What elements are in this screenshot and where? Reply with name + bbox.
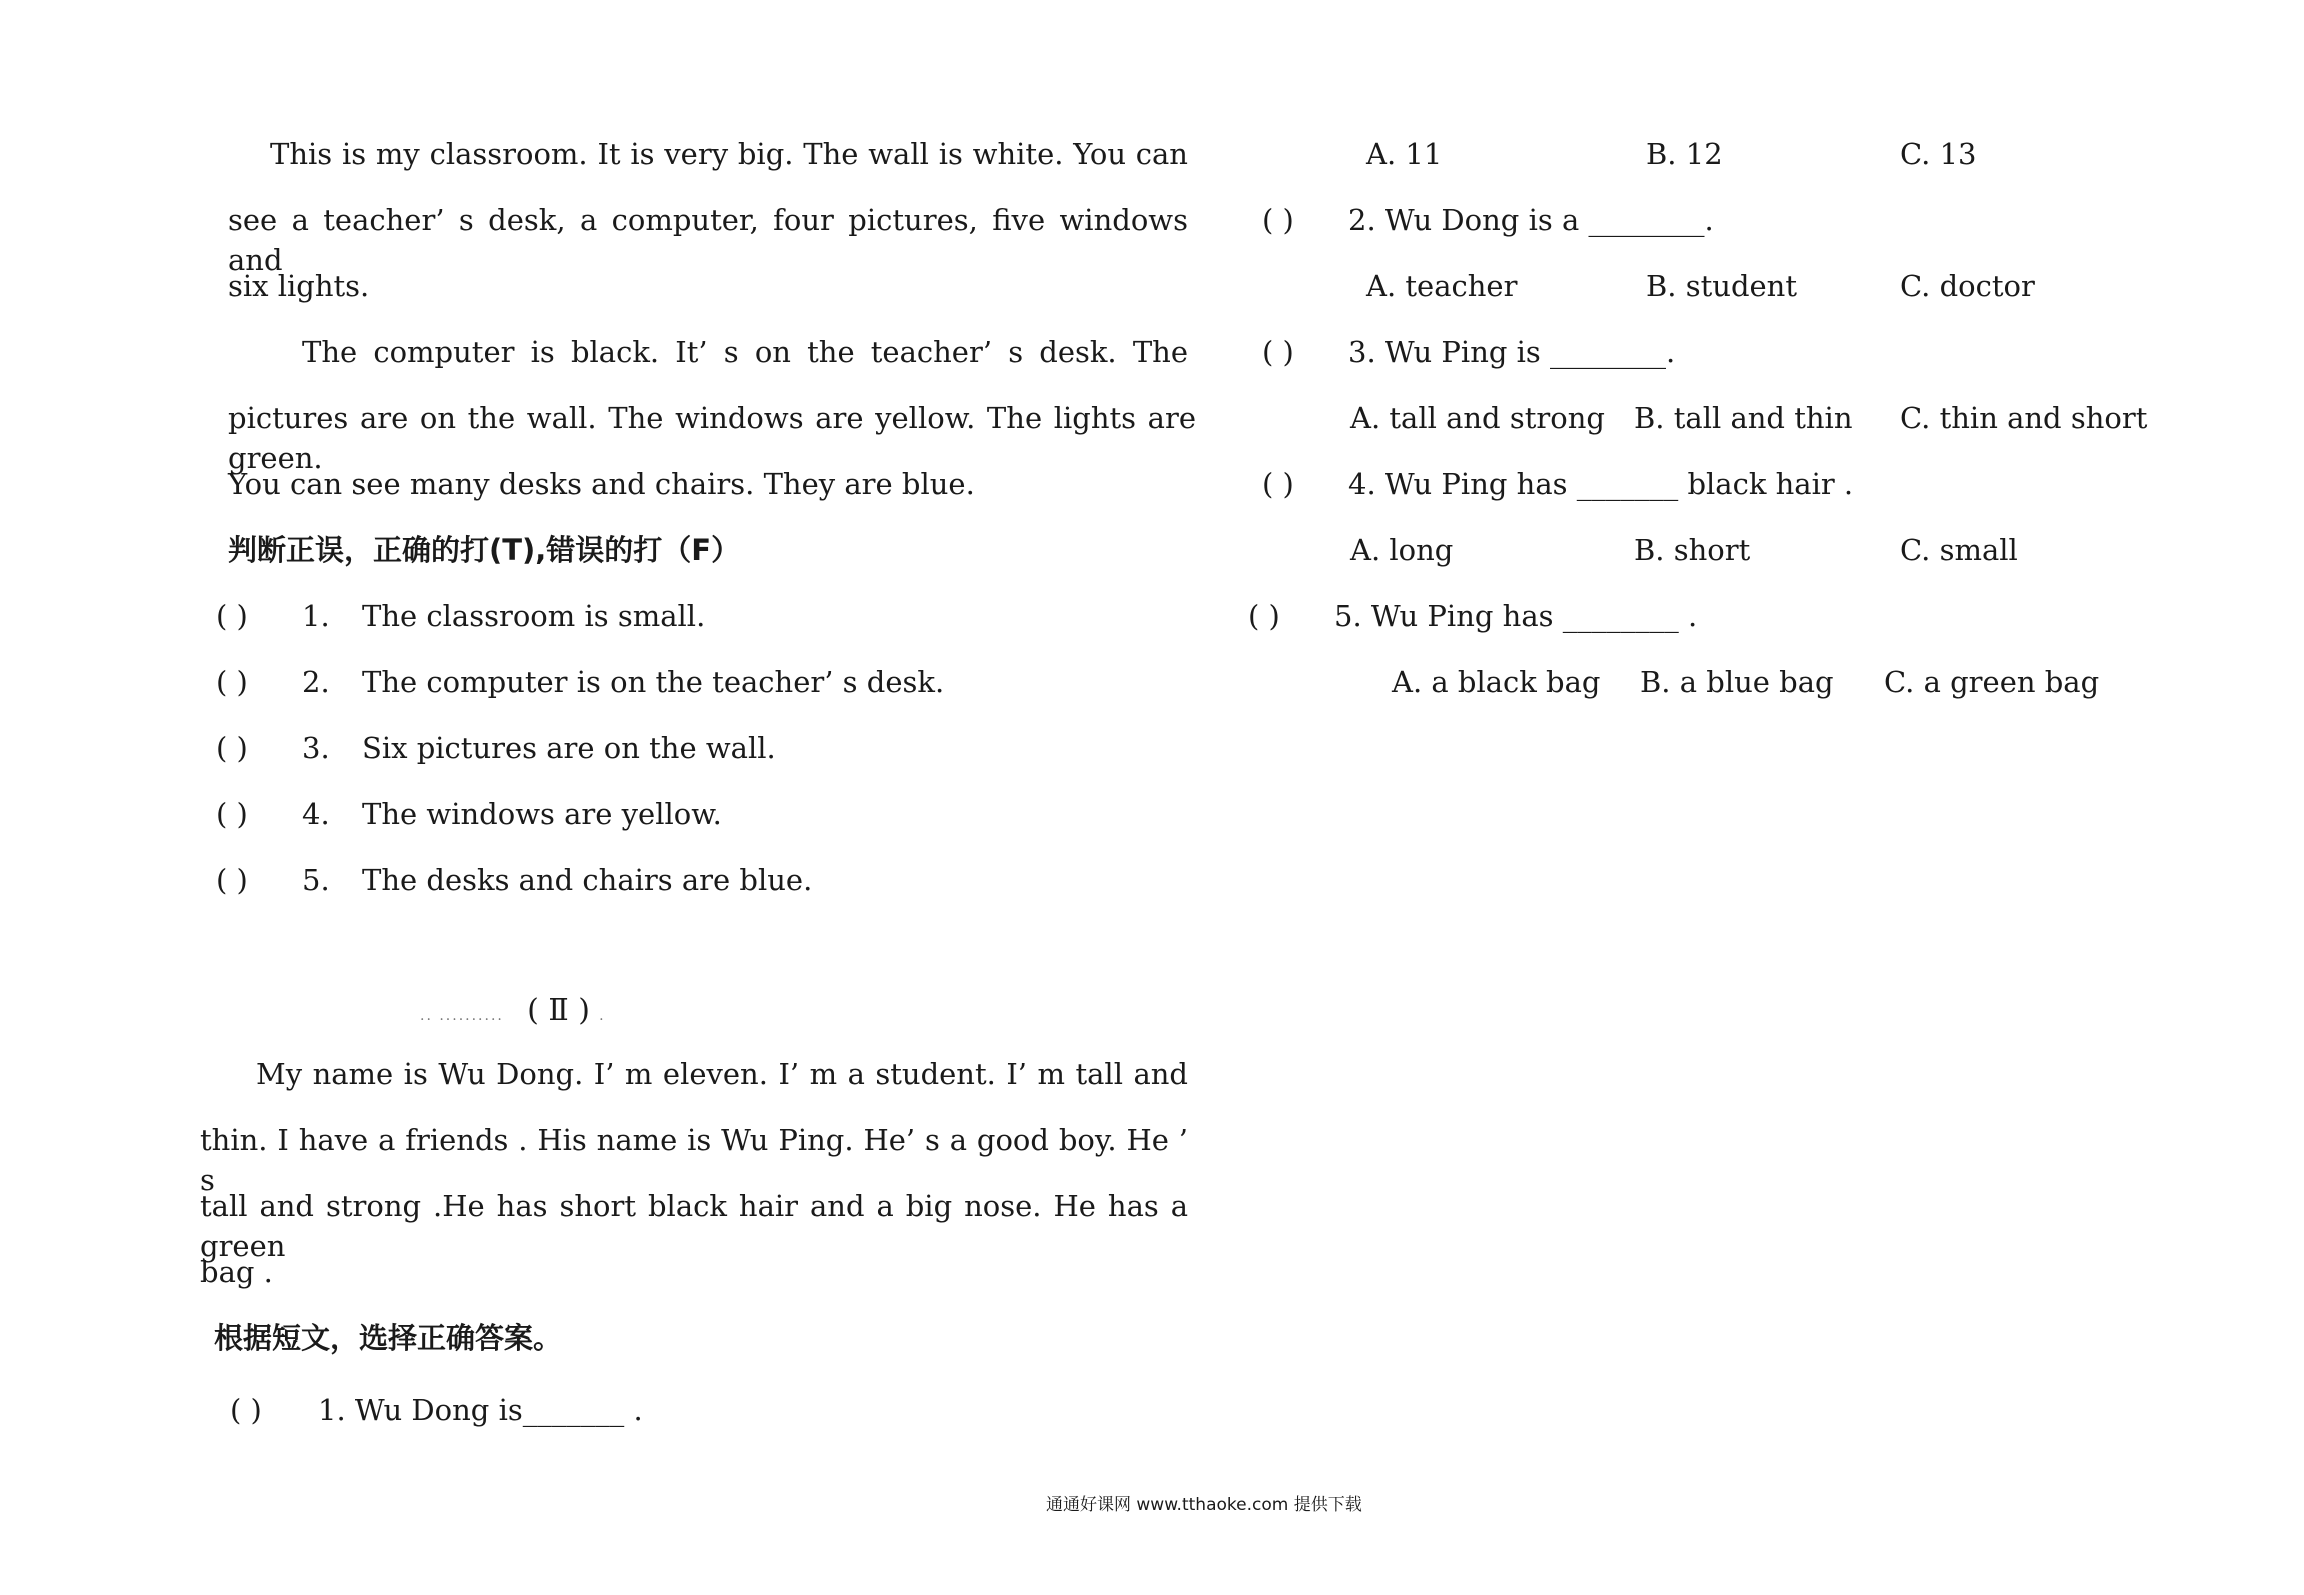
multiple-choice-heading: 根据短文，选择正确答案。 bbox=[214, 1321, 563, 1355]
item-number: 5. bbox=[302, 863, 330, 897]
answer-paren[interactable]: ( ) bbox=[216, 863, 248, 897]
option-a: A. long bbox=[1350, 533, 1454, 567]
mc-question-4 bbox=[1262, 464, 1854, 504]
item-number: 2. bbox=[302, 665, 330, 699]
option-b: B. student bbox=[1646, 269, 1798, 303]
answer-paren[interactable]: ( ) bbox=[230, 1393, 262, 1427]
answer-paren[interactable]: ( ) bbox=[1248, 599, 1280, 633]
option-b: B. tall and thin bbox=[1634, 401, 1853, 435]
passage1-line-3: six lights. bbox=[228, 269, 370, 303]
option-c: C. thin and short bbox=[1900, 401, 2148, 435]
item-text: The windows are yellow. bbox=[362, 797, 722, 831]
question-text: 3. Wu Ping is ________. bbox=[1348, 335, 1676, 369]
option-a: A. teacher bbox=[1366, 269, 1518, 303]
option-c: C. small bbox=[1900, 533, 2018, 567]
passage1-line-4: The computer is black. It’ s on the teacher’ s desk. The bbox=[302, 335, 1188, 369]
option-b: B. a blue bag bbox=[1640, 665, 1834, 699]
item-text: The classroom is small. bbox=[362, 599, 706, 633]
answer-paren[interactable]: ( ) bbox=[216, 797, 248, 831]
passage1-line-1: This is my classroom. It is very big. The wall is white. You can bbox=[270, 137, 1188, 171]
tf-item-2 bbox=[216, 662, 945, 702]
tf-item-5 bbox=[216, 860, 813, 900]
mc-question-1 bbox=[230, 1390, 643, 1430]
option-a: A. a black bag bbox=[1392, 665, 1601, 699]
option-b: B. 12 bbox=[1646, 137, 1723, 171]
item-text: The desks and chairs are blue. bbox=[362, 863, 813, 897]
passage1-line-5: pictures are on the wall. The windows are yellow. The lights are green. bbox=[228, 401, 1196, 475]
passage2-line-1: My name is Wu Dong. I’ m eleven. I’ m a student. I’ m tall and bbox=[256, 1057, 1188, 1091]
option-c: C. 13 bbox=[1900, 137, 1977, 171]
item-number: 4. bbox=[302, 797, 330, 831]
answer-paren[interactable]: ( ) bbox=[1262, 467, 1294, 501]
tf-item-1 bbox=[216, 596, 706, 636]
option-a: A. 11 bbox=[1366, 137, 1443, 171]
question-text: 5. Wu Ping has ________ . bbox=[1334, 599, 1698, 633]
mc-question-3 bbox=[1262, 332, 1676, 372]
section-2-title-row bbox=[420, 990, 606, 1036]
footer-watermark: 通通好课网 www.tthaoke.com 提供下载 bbox=[1046, 1495, 1362, 1515]
answer-paren[interactable]: ( ) bbox=[1262, 335, 1294, 369]
passage2-line-3: tall and strong .He has short black hair and a big nose. He has a green bbox=[200, 1189, 1188, 1263]
dotted-leader: . bbox=[599, 1008, 606, 1024]
item-number: 3. bbox=[302, 731, 330, 765]
option-b: B. short bbox=[1634, 533, 1751, 567]
answer-paren[interactable]: ( ) bbox=[1262, 203, 1294, 237]
option-c: C. a green bag bbox=[1884, 665, 2100, 699]
passage2-line-4: bag . bbox=[200, 1255, 273, 1289]
tf-item-4 bbox=[216, 794, 722, 834]
item-text: Six pictures are on the wall. bbox=[362, 731, 776, 765]
passage1-line-2: see a teacher’ s desk, a computer, four pictures, five windows and bbox=[228, 203, 1188, 277]
mc-question-2 bbox=[1262, 200, 1714, 240]
option-a: A. tall and strong bbox=[1350, 401, 1605, 435]
option-c: C. doctor bbox=[1900, 269, 2035, 303]
answer-paren[interactable]: ( ) bbox=[216, 665, 248, 699]
question-text: 1. Wu Dong is_______ . bbox=[318, 1393, 643, 1427]
passage1-line-6: You can see many desks and chairs. They are blue. bbox=[228, 467, 975, 501]
answer-paren[interactable]: ( ) bbox=[216, 731, 248, 765]
dotted-leader: .. .......... bbox=[420, 1008, 504, 1024]
passage2-line-2: thin. I have a friends . His name is Wu Ping. He’ s a good boy. He ’ s bbox=[200, 1123, 1188, 1197]
true-false-heading: 判断正误，正确的打(T),错误的打（F） bbox=[228, 533, 741, 567]
item-text: The computer is on the teacher’ s desk. bbox=[362, 665, 945, 699]
answer-paren[interactable]: ( ) bbox=[216, 599, 248, 633]
mc-question-5 bbox=[1248, 596, 1698, 636]
question-text: 4. Wu Ping has _______ black hair . bbox=[1348, 467, 1854, 501]
tf-item-3 bbox=[216, 728, 776, 768]
question-text: 2. Wu Dong is a ________. bbox=[1348, 203, 1714, 237]
item-number: 1. bbox=[302, 599, 330, 633]
section-2-title: ( Ⅱ ) bbox=[527, 993, 590, 1028]
